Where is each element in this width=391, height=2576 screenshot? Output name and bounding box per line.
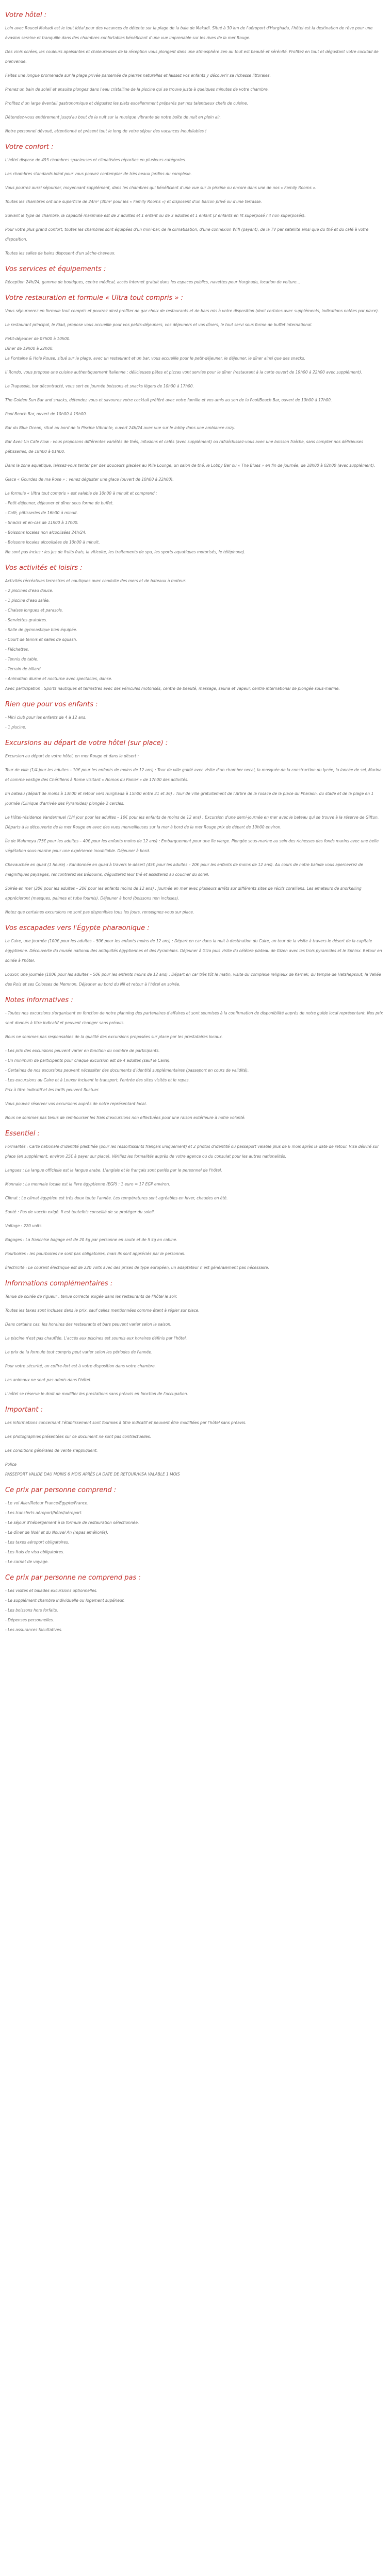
paragraph: Dans la zone aquatique, laissez-vous tenter par des douceurs glacées au Mila Lounge, un salon de thé, le Lobby Bar ou « The Blues » en fin de journée, de 18h00 à 02h00 (avec supplément). bbox=[5, 463, 376, 468]
list-item: - Le carnet de voyage. bbox=[5, 1560, 49, 1564]
section-title-notes: Notes informatives : bbox=[5, 996, 73, 1004]
paragraph: Il Rondo, vous propose une cuisine authentiquement italienne ; délicieuses pâtes et pizzas vont servies pour le dîner (restaurant à la carte ouvert de 19h00 à 22h00 avec supplément). bbox=[5, 370, 363, 375]
paragraph: Le Caire, une journée (100€ pour les adultes – 50€ pour les enfants moins de 12 ans) : Départ en car dans la nuit à destination du Caire, un tour de la visite à travers le désert de la capitale égyptienne. Découverte du musée national des antiquités égyptiennes et des Pyramides. Déjeuner à Giza puis visite du célèbre plateau de Gizeh avec les trois pyramides et le Sphinx. Retour en soirée à l'hôtel. bbox=[5, 939, 382, 963]
paragraph: La Fontaine & Hole Rouse, situé sur la plage, avec un restaurant et un bar, vous accueille pour le petit-déjeuner, le déjeuner, le dîner ainsi que des snacks. bbox=[5, 356, 305, 361]
paragraph: Détendez-vous entièrement jusqu'au bout de la nuit sur la musique vibrante de notre boîte de nuit en plein air. bbox=[5, 115, 221, 120]
section-title-included: Ce prix par personne comprend : bbox=[5, 1486, 117, 1494]
paragraph: Ne sont pas inclus : les jus de fruits frais, la viticolte, les traitements de spa, les sports aquatiques motorisés, le téléphone). bbox=[5, 550, 246, 554]
paragraph: Île de Mahmeya (75€ pour les adultes – 40€ pour les enfants moins de 12 ans) : Embarquement pour une île vierge. Plongée sous-marine au sein des richesses des fonds marins avec une belle végétation sous-marine pour une expérience inoubliable. Déjeuner à bord. bbox=[5, 839, 379, 853]
paragraph: Les chambres standards idéal pour vous pouvez contempler de très beaux jardins du complexe. bbox=[5, 172, 192, 176]
list-item: - Fléchettes. bbox=[5, 647, 29, 652]
included-list bbox=[5, 1498, 386, 1567]
paragraph: Tour de ville (1/4 jour les adultes – 10€ pour les enfants de moins de 12 ans) : Tour de ville guidé avec visite d'un chamber necal, la mosquée de la construction du lycée, la lancée de sel, Marina et comme vestige des Chérifiens à Rome visitant « Nomos du Panier » de 17h00 des activités. bbox=[5, 768, 382, 782]
note-line: - Les excursions au Caire et à Louxor incluent le transport, l'entrée des sites visités et le repas. bbox=[5, 1078, 190, 1082]
paragraph: Les photographies présentées sur ce document ne sont pas contractuelles. bbox=[5, 1434, 151, 1439]
formula-line: La formule « Ultra tout compris » est valable de 10h00 à minuit et comprend : bbox=[5, 491, 157, 496]
paragraph: Le Trapasole, bar décontracté, vous sert en journée boissons et snacks légers de 10h00 à 17h00. bbox=[5, 384, 194, 388]
list-item: - Court de tennis et salles de squash. bbox=[5, 637, 77, 642]
paragraph: Bar Avec Un Cafe Flow : vous proposons différentes variétés de thés, infusions et cafés (avec supplément) ou rafraîchissez-vous avec une boisson fraîche, sans compter nos délicieuses pâtisseries, de 18h00 à 01h00. bbox=[5, 439, 364, 454]
list-item: - 2 piscines d'eau douce. bbox=[5, 588, 54, 593]
paragraph: Vous pourrez aussi séjourner, moyennant supplément, dans les chambres qui bénéficient d'une vue sur la piscine ou encore dans une de nos « Family Rooms ». bbox=[5, 185, 317, 190]
paragraph: Prenez un bain de soleil et ensuite plongez dans l'eau cristalline de la piscine qui se trouve juste à quelques minutes de votre chambre. bbox=[5, 87, 269, 92]
formula-line: - Café, pâtisseries de 16h00 à minuit. bbox=[5, 511, 78, 515]
list-item: - Les visites et balades excursions optionnelles. bbox=[5, 1588, 97, 1593]
paragraph: Profitez d'un large éventail gastronomique et dégustez les plats excellemment préparés par nos talentueux chefs de cuisine. bbox=[5, 101, 248, 106]
note-line: - Les prix des excursions peuvent varier en fonction du nombre de participants. bbox=[5, 1048, 160, 1053]
section-title-comfort: Votre confort : bbox=[5, 143, 54, 151]
paragraph: Des vinis ocrées, les couleurs apaisantes et chaleureuses de la réception vous plongent dans une atmosphère zen au tout est beauté et sérénité. Profitez en tout et dégustant votre cocktail de bienvenue. bbox=[5, 49, 379, 64]
paragraph: Notre personnel dévoué, attentionné et présent tout le long de votre séjour des vacances inoubliables ! bbox=[5, 129, 207, 133]
section-title-essentials: Essentiel : bbox=[5, 1130, 40, 1138]
section-title-egypt: Vos escapades vers l'Égypte pharaonique : bbox=[5, 924, 150, 932]
services-section bbox=[5, 265, 386, 287]
paragraph: Dans certains cas, les horaires des restaurants et bars peuvent varier selon la saison. bbox=[5, 1322, 172, 1327]
paragraph: L'hôtel dispose de 493 chambres spacieuses et climatisées réparties en plusieurs catégories. bbox=[5, 158, 186, 162]
paragraph: Monnaie : La monnaie locale est la livre égyptienne (EGP) : 1 euro = 17 EGP environ. bbox=[5, 1182, 170, 1187]
paragraph: Toutes les chambres ont une superficie de 24m² (30m² pour les « Family Rooms ») et disposent d'un balcon privé ou d'une terrasse. bbox=[5, 199, 262, 204]
paragraph: Vous séjournerez en formule tout compris et pourrez ainsi profiter de gar choix de restaurants et de bars mis à votre disposition (dont certains avec suppléments, indications notées par place). bbox=[5, 309, 379, 313]
paragraph: Faites une longue promenade sur la plage privée parsemée de pierres naturelles et laissez vos enfants y découvrir sa richesse littorales. bbox=[5, 73, 271, 78]
paragraph: Les informations concernant l'établissement sont fournies à titre indicatif et peuvent être modifiées par l'hôtel sans préavis. bbox=[5, 1420, 247, 1425]
list-item: - Salle de gymnastique bien équipée. bbox=[5, 628, 77, 632]
section-title-services: Vos services et équipements : bbox=[5, 265, 106, 273]
list-item: - Le supplément chambre individuelle ou logement supérieur. bbox=[5, 1598, 125, 1603]
formula-line: - Snacks et en-cas de 11h00 à 17h00. bbox=[5, 520, 79, 525]
paragraph: Les animaux ne sont pas admis dans l'hôtel. bbox=[5, 1378, 91, 1382]
paragraph: Les conditions générales de vente s'appliquent. bbox=[5, 1448, 98, 1453]
paragraph: Formalités : Carte nationale d'identité plastifiée (pour les ressortissants français uniquement) et 2 photos d'identité ou passeport valable plus de 6 mois après la date de retour. Visa délivré sur place (en supplément, environ 25€ à payer sur place). Vérifiez les formalités auprès de votre agence ou du consulat pour les autres nationalités. bbox=[5, 1144, 379, 1159]
paragraph: L'hôtel se réserve le droit de modifier les prestations sans préavis en fonction de l'occupation. bbox=[5, 1392, 188, 1396]
section-title-hotel: Votre hôtel : bbox=[5, 11, 47, 19]
paragraph: - Toutes nos excursions s'organisent en fonction de notre planning des partenaires d'affaires et sont soumises à la confirmation de disponibilité auprès de notre guide local représentant. Nos prix sont donnés à titre indicatif et peuvent changer sans préavis. bbox=[5, 1011, 383, 1025]
restaurant-section bbox=[5, 294, 386, 557]
paragraph: Pour votre plus grand confort, toutes les chambres sont équipées d'un mini-bar, de la climatisation, d'une connexion Wifi (payant), de la TV par satellite ainsi que du thé et du café à votre disposition. bbox=[5, 227, 369, 242]
list-item: - Le dîner de Noël et du Nouvel An (repas améliorés). bbox=[5, 1530, 109, 1535]
section-title-practical: Informations complémentaires : bbox=[5, 1280, 113, 1287]
paragraph: Le prix de la formule tout compris peut varier selon les périodes de l'année. bbox=[5, 1350, 153, 1354]
list-item: - Terrain de billard. bbox=[5, 667, 42, 671]
included-section bbox=[5, 1486, 386, 1567]
paragraph: Nous ne sommes pas tenus de rembourser les frais d'excursions non effectuées pour une raison extérieure à notre volonté. bbox=[5, 1115, 246, 1120]
paragraph: Suivant le type de chambre, la capacité maximale est de 2 adultes et 1 enfant ou de 3 adultes et 1 enfant (2 enfants en lit superposé / 4 non superposés). bbox=[5, 213, 306, 218]
paragraph: Louxor, une journée (100€ pour les adultes – 50€ pour les enfants moins de 12 ans) : Départ en car très tôt le matin, visite du complexe religieux de Karnak, du temple de Hatshepsout, la Vallée des Rois et ses Colosses de Memnon. Déjeuner au bord du Nil et retour à l'hôtel en soirée. bbox=[5, 972, 381, 987]
police-text: PASSEPORT VALIDE DAU MOINS 6 MOIS APRÈS LA DATE DE RETOUR/VISA VALABLE 1 MOIS bbox=[5, 1472, 180, 1477]
formula-line: - Boissons locales alcoolisées de 10h00 à minuit. bbox=[5, 540, 100, 545]
excursions-section bbox=[5, 739, 386, 917]
notes-section bbox=[5, 996, 386, 1123]
list-item: - Les assurances facultatives. bbox=[5, 1628, 62, 1632]
kids-list bbox=[5, 713, 386, 732]
paragraph: Pool Beach Bar, ouvert de 10h00 à 19h00. bbox=[5, 412, 87, 416]
paragraph: En bateau (départ de moins à 13h00 et retour vers Hurghada à 15h00 entre 31 et 36) : Tour de ville gratuitement de l'Arbre de la rosace de la place du Pharaon, du stade et de la plage en 1 journée (Clinique d'arrivée des Pyramides) plongée 2 cercles. bbox=[5, 791, 374, 806]
paragraph: Notez que certaines excursions ne sont pas disponibles tous les jours, renseignez-vous sur place. bbox=[5, 910, 194, 914]
paragraph: Soirée en mer (30€ pour les adultes – 20€ pour les enfants moins de 12 ans) : Journée en mer avec plusieurs arrêts sur différents sites de récifs coralliens. Les amateurs de snorkelling apprécieront (masques, palmes et tuba fournis). Déjeuner à bord (boissons non incluses). bbox=[5, 886, 362, 901]
list-item: - Chaises longues et parasols. bbox=[5, 608, 63, 613]
paragraph: Chevauchée en quad (1 heure) : Randonnée en quad à travers le désert (45€ pour les adultes – 20€ pour les enfants de moins de 12 ans). Au cours de notre balade vous apercevrez de magnifiques paysages, rencontrerez les Bédouins, dégusterez leur thé et assisterez au coucher du soleil. bbox=[5, 862, 363, 877]
list-item: - Les taxes aéroport obligatoires. bbox=[5, 1540, 70, 1545]
paragraph: The Golden Sun Bar and snacks, détendez vous et savourez votre cocktail préféré avec votre famille et vos amis au son de la Pool/Beach Bar, ouvert de 10h00 à 17h00. bbox=[5, 398, 332, 402]
important-section bbox=[5, 1406, 386, 1479]
paragraph: Pourboires : les pourboires ne sont pas obligatoires, mais ils sont appréciés par le personnel. bbox=[5, 1251, 186, 1256]
paragraph: Bar du Blue Ocean, situé au bord de la Piscine Vibrante, ouvert 24h/24 avec vue sur le lobby dans une ambiance cozy. bbox=[5, 426, 236, 430]
police-label: Police bbox=[5, 1462, 17, 1467]
excluded-section bbox=[5, 1574, 386, 1635]
section-title-excluded: Ce prix par personne ne comprend pas : bbox=[5, 1574, 141, 1582]
kids-section bbox=[5, 701, 386, 732]
paragraph: Climat : Le climat égyptien est très doux toute l'année. Les températures sont agréables en hiver, chaudes en été. bbox=[5, 1196, 228, 1200]
paragraph: Prix à titre indicatif et les tarifs peuvent fluctuer. bbox=[5, 1088, 100, 1092]
paragraph: Voltage : 220 volts. bbox=[5, 1224, 43, 1228]
excluded-list bbox=[5, 1586, 386, 1635]
paragraph: La piscine n'est pas chauffée. L'accès aux piscines est soumis aux horaires définis par l'hôtel. bbox=[5, 1336, 187, 1341]
paragraph: Avec participation : Sports nautiques et terrestres avec des véhicules motorisés, centre de beauté, massage, sauna et vapeur, centre international de plongée sous-marine. bbox=[5, 686, 340, 691]
activities-intro: Activités récréatives terrestres et nautiques avec conduite des mers et de bateaux à moteur. bbox=[5, 579, 186, 583]
paragraph: Loin avec Roucel Makadi est le tout idéal pour des vacances de détente sur la plage de la baie de Makadi. Situé à 30 km de l'aéroport d'Hurghada, l'hôtel est la destination de rêve pour une évasion sereine et tranquille dans des chambres confortables bénéficiant d'une vue imprenable sur les rives de la mer Rouge. bbox=[5, 26, 373, 40]
list-item: - Les frais de visa obligatoires. bbox=[5, 1550, 64, 1554]
list-item: - Dépenses personnelles. bbox=[5, 1618, 54, 1622]
paragraph: Glace « Gourdes de ma Rose » : venez déguster une glace (ouvert de 10h00 à 22h00). bbox=[5, 477, 174, 482]
formula-line: - Petit-déjeuner, déjeuner et dîner sous forme de buffet. bbox=[5, 501, 114, 505]
list-item: - Le séjour d'hébergement à la formule de restauration sélectionnée. bbox=[5, 1520, 139, 1525]
practical-section bbox=[5, 1280, 386, 1399]
schedule-line: Petit-déjeuner de 07h00 à 10h00. bbox=[5, 336, 71, 341]
paragraph: Réception 24h/24, gamme de boutiques, centre médical, accès Internet gratuit dans les espaces publics, navettes pour Hurghada, location de voiture... bbox=[5, 280, 300, 284]
paragraph: Langues : La langue officielle est la langue arabe. L'anglais et le français sont parlés par le personnel de l'hôtel. bbox=[5, 1168, 222, 1173]
intro-section bbox=[5, 11, 386, 136]
comfort-section bbox=[5, 143, 386, 258]
paragraph: Vous pouvez réserver vos excursions auprès de notre représentant local. bbox=[5, 1101, 147, 1106]
note-line: - Certaines de nos excursions peuvent nécessiter des documents d'identité supplémentaires (passeport en cours de validité). bbox=[5, 1068, 249, 1073]
formula-line: - Boissons locales non alcoolisées 24h/24. bbox=[5, 530, 87, 535]
section-title-important: Important : bbox=[5, 1406, 43, 1414]
paragraph: Le restaurant principal, le Riad, propose vous accueille pour vos petits-déjeuners, vos déjeuners et vos dîners, le tout servi sous forme de buffet international. bbox=[5, 323, 313, 327]
note-line: - Un minimum de participants pour chaque excursion est de 4 adultes (sauf le Caire). bbox=[5, 1058, 171, 1063]
paragraph: Excursion au départ de votre hôtel, en mer Rouge et dans le désert : bbox=[5, 754, 139, 758]
paragraph: Pour votre sécurité, un coffre-fort est à votre disposition dans votre chambre. bbox=[5, 1364, 156, 1368]
list-item: - Animation diurne et nocturne avec spectacles, danse. bbox=[5, 676, 112, 681]
list-item: - Mini club pour les enfants de 4 à 12 ans. bbox=[5, 715, 87, 720]
paragraph: Bagages : La franchise bagage est de 20 kg par personne en soute et de 5 kg en cabine. bbox=[5, 1238, 177, 1242]
paragraph: Toutes les taxes sont incluses dans le prix, sauf celles mentionnées comme étant à régler sur place. bbox=[5, 1308, 200, 1313]
essentials-section bbox=[5, 1130, 386, 1273]
activities-section bbox=[5, 564, 386, 693]
section-title-kids: Rien que pour vos enfants : bbox=[5, 701, 98, 708]
list-item: - 1 piscine d'eau salée. bbox=[5, 598, 50, 603]
section-title-excursions: Excursions au départ de votre hôtel (sur place) : bbox=[5, 739, 168, 747]
paragraph: Santé : Pas de vaccin exigé. Il est toutefois conseillé de se protéger du soleil. bbox=[5, 1210, 155, 1214]
list-item: - 1 piscine. bbox=[5, 725, 26, 730]
activities-list bbox=[5, 586, 386, 684]
egypt-section bbox=[5, 924, 386, 989]
paragraph: Nous ne sommes pas responsables de la qualité des excursions proposées sur place par les prestataires locaux. bbox=[5, 1035, 223, 1039]
list-item: - Les boissons hors forfaits. bbox=[5, 1608, 58, 1613]
list-item: - Tennis de table. bbox=[5, 657, 39, 662]
list-item: - Le vol Aller/Retour France/Égypte/France. bbox=[5, 1501, 89, 1505]
paragraph: Toutes les salles de bains disposent d'un sèche-cheveux. bbox=[5, 251, 116, 256]
section-title-activities: Vos activités et loisirs : bbox=[5, 564, 83, 572]
paragraph: Électricité : Le courant électrique est de 220 volts avec des prises de type européen, un adaptateur n'est généralement pas nécessaire. bbox=[5, 1265, 269, 1270]
section-title-restaurant: Votre restauration et formule « Ultra tout compris » : bbox=[5, 294, 183, 302]
paragraph: Le Hôtel-résidence Vandermuel (1/4 jour pour les adultes – 10€ pour les enfants de moins de 12 ans) : Excursion d'une demi-journée en mer avec le bateau qui se trouve à la réserve de Giftun. Départs à la découverte de la mer Rouge en avec des vues merveilleuses sur la mer à bord de la mer Rouge prix de départ de 10h00 environ. bbox=[5, 815, 379, 829]
paragraph: Tenue de soirée de rigueur : tenue correcte exigée dans les restaurants de l'hôtel le soir. bbox=[5, 1294, 177, 1299]
list-item: - Serviettes gratuites. bbox=[5, 618, 47, 622]
schedule-line: Dîner de 19h00 à 22h00. bbox=[5, 346, 54, 351]
list-item: - Les transferts aéroport/hôtel/aéroport. bbox=[5, 1511, 83, 1515]
